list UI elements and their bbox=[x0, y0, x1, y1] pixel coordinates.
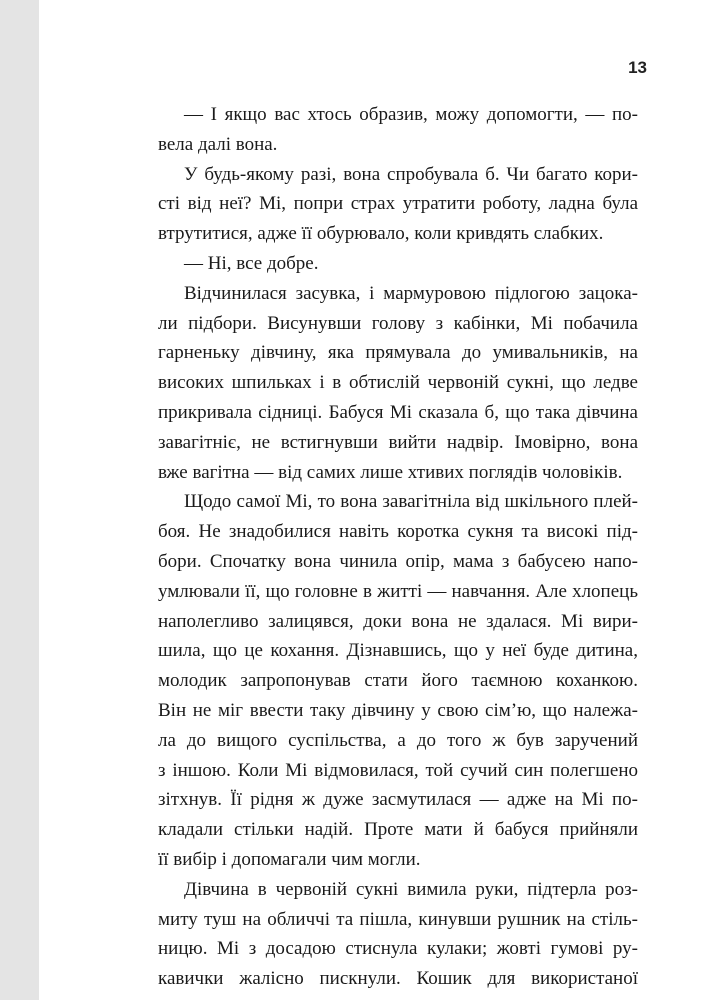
text-line: високих шпильках і в обтислій червоній сукні, що ледве bbox=[158, 372, 638, 394]
text-line: гарненьку дівчину, яка прямувала до умивальників, на bbox=[158, 342, 638, 364]
book-page bbox=[39, 0, 728, 1000]
text-line: ницю. Мі з досадою стиснула кулаки; жовті гумові ру- bbox=[158, 938, 638, 960]
text-line: боя. Не знадобилися навіть коротка сукня та високі під- bbox=[158, 521, 638, 543]
body-text bbox=[158, 100, 638, 994]
text-line: ла до вищого суспільства, а до того ж був заручений bbox=[158, 729, 638, 751]
text-line: бори. Спочатку вона чинила опір, мама з бабусею напо- bbox=[158, 550, 638, 572]
text-line: вела далі вона. bbox=[158, 133, 278, 155]
text-line: Дівчина в червоній сукні вимила руки, підтерла роз- bbox=[184, 878, 638, 900]
text-line: прикривала сідниці. Бабуся Мі сказала б, що така дівчина bbox=[158, 401, 638, 423]
text-line: ли підбори. Висунувши голову з кабінки, Мі побачила bbox=[158, 312, 638, 334]
text-line: молодик запропонував стати його таємною коханкою. bbox=[158, 670, 638, 692]
text-line: завагітніє, не встигнувши вийти надвір. Імовірно, вона bbox=[158, 431, 638, 453]
text-line: — І якщо вас хтось образив, можу допомогти, — по- bbox=[184, 104, 638, 125]
text-line: кладали стільки надій. Проте мати й бабуся прийняли bbox=[158, 819, 638, 841]
text-line: сті від неї? Мі, попри страх утратити роботу, ладна була bbox=[158, 193, 638, 215]
text-line: миту туш на обличчі та пішла, кинувши рушник на стіль- bbox=[158, 908, 638, 930]
text-line: умлювали її, що головне в житті — навчання. Але хлопець bbox=[158, 580, 638, 602]
text-line: наполегливо залицявся, доки вона не здалася. Мі вири- bbox=[158, 610, 638, 632]
text-line: кавички жалісно пискнули. Кошик для використаної bbox=[158, 968, 638, 990]
text-line: Відчинилася засувка, і мармуровою підлогою зацока- bbox=[184, 282, 638, 304]
text-line: з іншою. Коли Мі відмовилася, той сучий син полегшено bbox=[158, 759, 638, 781]
page-number: 13 bbox=[628, 58, 647, 77]
text-line: вже вагітна — від самих лише хтивих поглядів чоловіків. bbox=[158, 461, 623, 483]
text-line: У будь-якому разі, вона спробувала б. Чи багато кори- bbox=[184, 163, 638, 185]
text-line: — Ні, все добре. bbox=[184, 252, 319, 274]
text-line: Він не міг ввести таку дівчину у свою сім’ю, що належа- bbox=[158, 699, 638, 721]
text-line: втрутитися, адже її обурювало, коли кривдять слабких. bbox=[158, 223, 604, 245]
text-line: Щодо самої Мі, то вона завагітніла від шкільного плей- bbox=[184, 491, 638, 513]
text-line: її вибір і допомагали чим могли. bbox=[158, 848, 421, 870]
text-line: зітхнув. Її рідня ж дуже засмутилася — адже на Мі по- bbox=[158, 789, 638, 811]
text-line: шила, що це кохання. Дізнавшись, що у неї буде дитина, bbox=[158, 640, 638, 662]
